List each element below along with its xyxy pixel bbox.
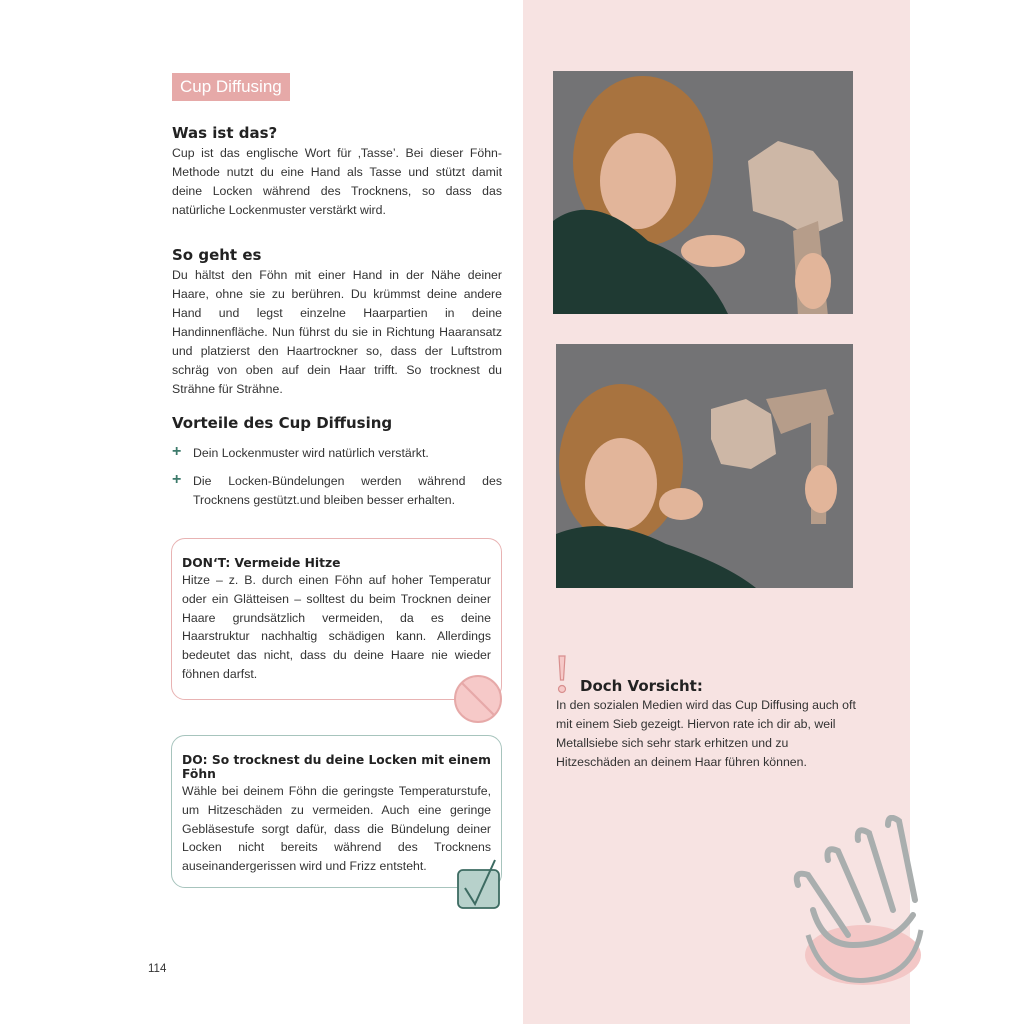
checkmark-icon — [455, 858, 503, 912]
photo-cup-diffusing-1 — [553, 71, 853, 314]
section-what-body: Cup ist das englische Wort für ‚Tasse’. Bei dieser Föhn-Methode nutzt du eine Hand als Tasse und stützt damit deine Locken während des Trocknens, so dass das natürliche Lockenmuster verstärkt wird. — [172, 146, 502, 217]
dont-heading: DON‘T: Vermeide Hitze — [182, 556, 341, 570]
no-sign-icon — [452, 673, 504, 725]
cupped-hand-icon — [793, 815, 933, 995]
list-item — [172, 444, 502, 463]
section-how-body: Du hältst den Föhn mit einer Hand in der Nähe deiner Haare, ohne sie zu berühren. Du krümmst deine andere Hand und legst einzelne Haarpartien in deine Handinnenfläche. Nun führst du sie in Richtung Haaransatz und platzierst den Haartrockner so, dass der Luftstrom schräg von oben auf dein Haar trifft. So trocknest du Strähne für Strähne. — [172, 268, 502, 396]
do-heading: DO: So trocknest du deine Locken mit einem Föhn — [182, 753, 491, 781]
plus-icon: + — [172, 443, 182, 460]
page-title: Cup Diffusing — [172, 73, 290, 101]
list-item — [172, 472, 502, 510]
advantages-list — [172, 444, 502, 510]
warning-body: In den sozialen Medien wird das Cup Diffusing auch oft mit einem Sieb gezeigt. Hiervon rate ich dir ab, weil Metallsiebe sich sehr stark erhitzen und zu Hitzeschäden an deinem Haar führen können. — [556, 698, 856, 769]
section-advantages — [172, 414, 502, 519]
section-what — [172, 124, 502, 220]
section-what-heading: Was ist das? — [172, 124, 278, 142]
warning-heading: Doch Vorsicht: — [580, 677, 703, 695]
dont-body: Hitze – z. B. durch einen Föhn auf hoher Temperatur oder ein Glätteisen – solltest du beim Trocknen deiner Haare grundsätzlich vermeiden, da es deine Haarstruktur nachhaltig schädigen kann. Allerdings bedeutet das nicht, dass du deine Haare nie wieder föhnen darfst. — [182, 573, 491, 681]
plus-icon: + — [172, 471, 182, 488]
photo-cup-diffusing-2 — [556, 344, 853, 588]
section-how-heading: So geht es — [172, 246, 262, 264]
warning-note — [556, 677, 856, 772]
do-body: Wähle bei deinem Föhn die geringste Temperaturstufe, um Hitzeschäden zu vermeiden. Auch eine geringe Gebläsestufe sorgt dafür, dass die Bündelung deiner Locken nicht bereits während des Trocknens auseinandergerissen wird und Frizz entsteht. — [182, 784, 491, 874]
page-number: 114 — [148, 963, 167, 975]
do-box — [171, 735, 502, 888]
list-item-text: Die Locken-Bündelungen werden während des Trocknens gestützt.und bleiben besser erhalten. — [193, 474, 502, 507]
section-advantages-heading: Vorteile des Cup Diffusing — [172, 414, 393, 432]
section-how — [172, 246, 502, 399]
list-item-text: Dein Lockenmuster wird natürlich verstärkt. — [193, 446, 429, 460]
